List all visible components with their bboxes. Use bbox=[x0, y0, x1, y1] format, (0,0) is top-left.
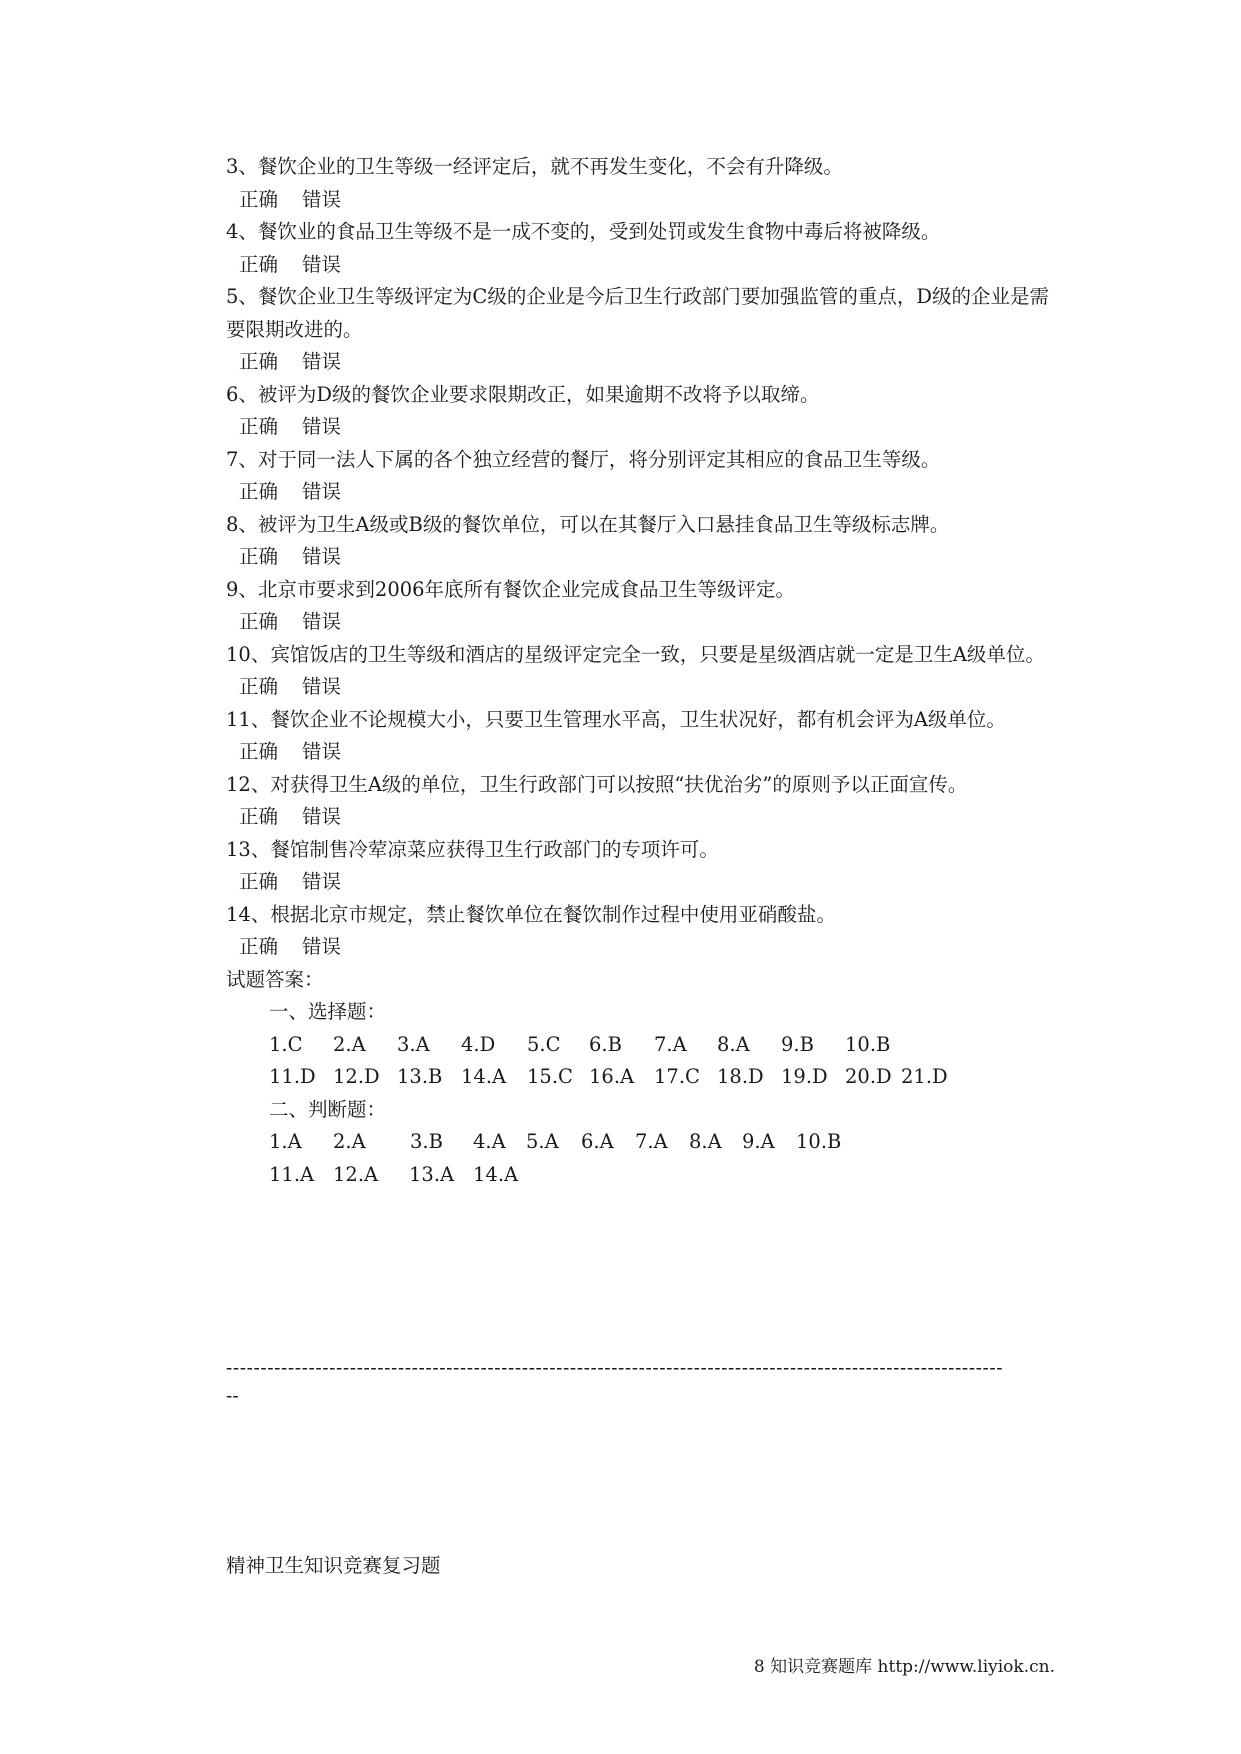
option-wrong[interactable]: 错误 bbox=[302, 252, 342, 276]
dashed-divider: ----------------------------------------------------------------------------------------------------------------- bbox=[226, 1358, 1004, 1379]
question-options bbox=[226, 184, 1056, 217]
question-options bbox=[226, 249, 1056, 282]
answer-item: 14.A bbox=[461, 1065, 507, 1088]
answer-item: 3.B bbox=[410, 1130, 443, 1153]
question-item bbox=[226, 574, 1056, 639]
question-item bbox=[226, 704, 1056, 769]
option-correct[interactable]: 正确 bbox=[239, 675, 279, 698]
answer-item: 16.A bbox=[589, 1065, 635, 1088]
question-item bbox=[226, 151, 1056, 216]
question-item bbox=[226, 281, 1056, 379]
question-text: 4、餐饮业的食品卫生等级不是一成不变的，受到处罚或发生食物中毒后将被降级。 bbox=[226, 220, 941, 243]
option-wrong[interactable]: 错误 bbox=[302, 805, 342, 828]
answer-item: 6.A bbox=[581, 1130, 614, 1153]
answer-item: 11.A bbox=[269, 1162, 315, 1186]
option-correct[interactable]: 正确 bbox=[239, 415, 279, 438]
option-wrong[interactable]: 错误 bbox=[302, 350, 342, 373]
question-item bbox=[226, 639, 1056, 704]
answer-item: 13.B bbox=[397, 1065, 443, 1088]
option-correct[interactable]: 正确 bbox=[239, 545, 279, 568]
answer-item: 3.A bbox=[397, 1032, 430, 1056]
judge-answers-row bbox=[269, 1159, 1056, 1192]
answer-item: 7.A bbox=[654, 1032, 687, 1056]
answer-item: 2.A bbox=[333, 1130, 366, 1153]
option-wrong[interactable]: 错误 bbox=[302, 935, 342, 958]
answer-item: 10.B bbox=[796, 1130, 842, 1153]
answer-item: 20.D bbox=[845, 1065, 892, 1088]
answer-item: 4.D bbox=[461, 1032, 496, 1056]
next-section-title: 精神卫生知识竞赛复习题 bbox=[226, 1554, 441, 1577]
option-wrong[interactable]: 错误 bbox=[302, 187, 342, 211]
question-options bbox=[226, 346, 1056, 379]
dashed-divider-tail: -- bbox=[226, 1386, 239, 1407]
answer-item: 15.C bbox=[527, 1065, 573, 1088]
choice-answers-row bbox=[269, 1029, 1056, 1062]
question-options bbox=[226, 866, 1056, 899]
answer-item: 12.A bbox=[333, 1162, 379, 1186]
question-text: 7、对于同一法人下属的各个独立经营的餐厅，将分别评定其相应的食品卫生等级。 bbox=[226, 447, 941, 471]
answers-title: 试题答案： bbox=[226, 967, 324, 991]
question-text: 11、餐饮企业不论规模大小，只要卫生管理水平高，卫生状况好，都有机会评为A级单位。 bbox=[226, 707, 1006, 731]
question-options bbox=[226, 671, 1056, 704]
option-wrong[interactable]: 错误 bbox=[302, 480, 342, 503]
answer-item: 1.C bbox=[269, 1032, 303, 1056]
question-options bbox=[226, 411, 1056, 444]
answer-item: 17.C bbox=[654, 1065, 700, 1088]
answer-item: 5.C bbox=[527, 1032, 561, 1056]
option-wrong[interactable]: 错误 bbox=[302, 740, 342, 763]
answer-item: 14.A bbox=[473, 1162, 519, 1186]
quiz-content bbox=[226, 151, 1056, 1191]
question-text: 12、对获得卫生A级的单位，卫生行政部门可以按照“扶优治劣”的原则予以正面宣传。 bbox=[226, 772, 968, 796]
question-item bbox=[226, 899, 1056, 964]
question-text: 10、宾馆饭店的卫生等级和酒店的星级评定完全一致，只要是星级酒店就一定是卫生A级单位。 bbox=[226, 642, 1045, 666]
answer-item: 19.D bbox=[781, 1065, 828, 1088]
question-item bbox=[226, 379, 1056, 444]
answer-item: 8.A bbox=[689, 1130, 722, 1153]
question-options bbox=[226, 476, 1056, 509]
choice-answers-row bbox=[269, 1061, 1056, 1094]
option-wrong[interactable]: 错误 bbox=[302, 545, 342, 568]
answer-item: 13.A bbox=[409, 1162, 455, 1186]
option-correct[interactable]: 正确 bbox=[239, 350, 279, 373]
answer-item: 10.B bbox=[845, 1032, 891, 1056]
question-item bbox=[226, 769, 1056, 834]
answer-item: 18.D bbox=[717, 1065, 764, 1088]
option-wrong[interactable]: 错误 bbox=[302, 415, 342, 438]
question-item bbox=[226, 444, 1056, 509]
answer-item: 9.B bbox=[781, 1032, 814, 1056]
answer-item: 12.D bbox=[333, 1065, 380, 1088]
option-correct[interactable]: 正确 bbox=[239, 187, 279, 211]
answer-item: 5.A bbox=[526, 1130, 559, 1153]
option-wrong[interactable]: 错误 bbox=[302, 675, 342, 698]
question-text: 5、餐饮企业卫生等级评定为C级的企业是今后卫生行政部门要加强监管的重点，D级的企业是需要限期改进的。 bbox=[226, 285, 1049, 341]
option-correct[interactable]: 正确 bbox=[239, 870, 279, 893]
option-wrong[interactable]: 错误 bbox=[302, 610, 342, 633]
option-wrong[interactable]: 错误 bbox=[302, 870, 342, 893]
choice-answers-title: 一、选择题： bbox=[269, 1000, 387, 1023]
answer-item: 4.A bbox=[473, 1130, 506, 1153]
option-correct[interactable]: 正确 bbox=[239, 610, 279, 633]
answer-item: 1.A bbox=[269, 1130, 302, 1153]
answer-item: 8.A bbox=[717, 1032, 750, 1056]
question-item bbox=[226, 216, 1056, 281]
answer-item: 9.A bbox=[742, 1130, 775, 1153]
option-correct[interactable]: 正确 bbox=[239, 935, 279, 958]
question-options bbox=[226, 736, 1056, 769]
judge-answers-title: 二、判断题： bbox=[269, 1097, 387, 1121]
question-options bbox=[226, 931, 1056, 964]
answer-item: 2.A bbox=[333, 1032, 366, 1056]
question-text: 14、根据北京市规定，禁止餐饮单位在餐饮制作过程中使用亚硝酸盐。 bbox=[226, 902, 836, 926]
option-correct[interactable]: 正确 bbox=[239, 480, 279, 503]
answer-item: 7.A bbox=[635, 1130, 668, 1153]
question-options bbox=[226, 541, 1056, 574]
answer-item: 6.B bbox=[589, 1032, 622, 1056]
question-options bbox=[226, 801, 1056, 834]
answer-item: 21.D bbox=[901, 1065, 948, 1088]
answers-block bbox=[226, 996, 1056, 1191]
option-correct[interactable]: 正确 bbox=[239, 740, 279, 763]
page-footer: 8 知识竞赛题库 http://www.liyiok.cn. bbox=[753, 1657, 1055, 1677]
judge-answers-row bbox=[269, 1126, 1056, 1159]
question-text: 9、北京市要求到2006年底所有餐饮企业完成食品卫生等级评定。 bbox=[226, 577, 796, 601]
question-text: 6、被评为D级的餐饮企业要求限期改正，如果逾期不改将予以取缔。 bbox=[226, 382, 820, 406]
question-text: 8、被评为卫生A级或B级的餐饮单位，可以在其餐厅入口悬挂食品卫生等级标志牌。 bbox=[226, 512, 950, 536]
question-item bbox=[226, 509, 1056, 574]
question-text: 3、餐饮企业的卫生等级一经评定后，就不再发生变化，不会有升降级。 bbox=[226, 155, 843, 178]
answer-item: 11.D bbox=[269, 1065, 316, 1088]
option-correct[interactable]: 正确 bbox=[239, 252, 279, 276]
option-correct[interactable]: 正确 bbox=[239, 805, 279, 828]
question-options bbox=[226, 606, 1056, 639]
question-text: 13、餐馆制售冷荤凉菜应获得卫生行政部门的专项许可。 bbox=[226, 837, 719, 861]
question-item bbox=[226, 834, 1056, 899]
